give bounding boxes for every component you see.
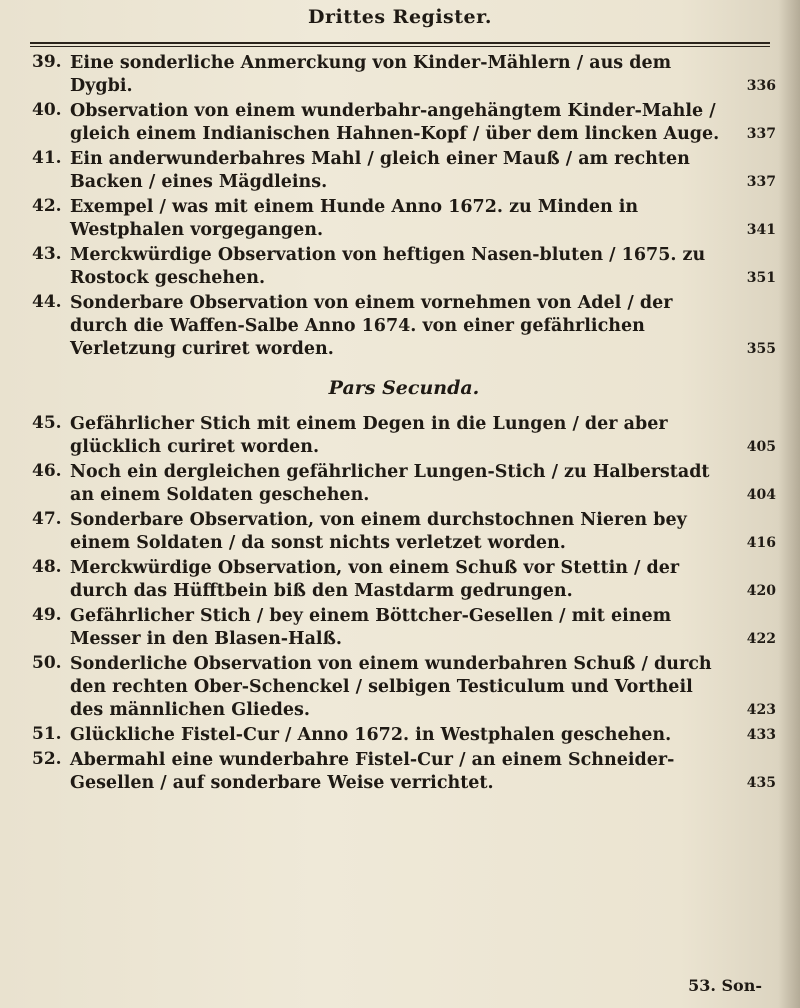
entry-page-number: 337: [746, 174, 776, 190]
register-entry-44: [32, 292, 776, 361]
entry-number: 40.: [32, 100, 62, 120]
register-entry-41: [32, 148, 776, 194]
entry-number: 50.: [32, 653, 62, 673]
page-edge-shadow: [778, 0, 800, 1008]
entry-text: Gefährlicher Stich mit einem Degen in die Lungen / der aber glücklich curiret worden.: [70, 414, 668, 457]
register-entry-42: [32, 196, 776, 242]
entry-number: 51.: [32, 724, 62, 744]
entry-text: Exempel / was mit einem Hunde Anno 1672. zu Minden in Westphalen vorgegangen.: [70, 197, 639, 240]
entry-number: 52.: [32, 749, 62, 769]
register-entry-39: [32, 52, 776, 98]
entry-text: Observation von einem wunderbahr-angehängtem Kinder-Mahle / gleich einem Indianischen Hahnen-Kopf / über dem lincken Auge.: [70, 101, 720, 144]
entry-page-number: 351: [746, 270, 776, 286]
entry-number: 44.: [32, 292, 62, 312]
section-title: Pars Secunda.: [328, 377, 480, 399]
catchword: 53. Son-: [688, 976, 762, 995]
entry-page-number: 420: [746, 583, 776, 599]
register-entry-43: [32, 244, 776, 290]
entry-page-number: 423: [746, 702, 776, 718]
entry-text: Abermahl eine wunderbahre Fistel-Cur / an einem Schneider-Gesellen / auf sonderbare Weise verrichtet.: [70, 750, 675, 793]
register-entry-45: [32, 413, 776, 459]
entry-text: Sonderliche Observation von einem wunderbahren Schuß / durch den rechten Ober-Schenckel / selbigen Testiculum und Vortheil des männlichen Gliedes.: [70, 654, 712, 720]
entry-number: 41.: [32, 148, 62, 168]
entry-page-number: 435: [746, 775, 776, 791]
entry-number: 39.: [32, 52, 62, 72]
entry-text: Glückliche Fistel-Cur / Anno 1672. in Westphalen geschehen.: [70, 725, 672, 745]
entry-page-number: 433: [746, 727, 776, 743]
entry-text: Ein anderwunderbahres Mahl / gleich einer Mauß / am rechten Backen / eines Mägdleins.: [70, 149, 690, 192]
entry-page-number: 416: [746, 535, 776, 551]
register-entry-51: [32, 724, 776, 747]
entry-page-number: 405: [746, 439, 776, 455]
entry-number: 43.: [32, 244, 62, 264]
register-entry-49: [32, 605, 776, 651]
entry-number: 49.: [32, 605, 62, 625]
register-entry-48: [32, 557, 776, 603]
entry-page-number: 336: [746, 78, 776, 94]
entry-text: Sonderbare Observation, von einem durchstochnen Nieren bey einem Soldaten / da sonst nichts verletzet worden.: [70, 510, 687, 553]
entry-text: Gefährlicher Stich / bey einem Böttcher-Gesellen / mit einem Messer in den Blasen-Halß.: [70, 606, 672, 649]
entry-number: 46.: [32, 461, 62, 481]
entry-number: 48.: [32, 557, 62, 577]
register-entry-50: [32, 653, 776, 722]
entry-page-number: 341: [746, 222, 776, 238]
entry-text: Eine sonderliche Anmerckung von Kinder-Mählern / aus dem Dygbi.: [70, 53, 672, 96]
entry-number: 47.: [32, 509, 62, 529]
entry-page-number: 337: [746, 126, 776, 142]
entry-page-number: 404: [746, 487, 776, 503]
entry-text: Merckwürdige Observation von heftigen Nasen-bluten / 1675. zu Rostock geschehen.: [70, 245, 706, 288]
register-entry-40: [32, 100, 776, 146]
header-rule-thin: [30, 46, 770, 47]
entry-text: Noch ein dergleichen gefährlicher Lungen-Stich / zu Halberstadt an einem Soldaten geschehen.: [70, 462, 710, 505]
entry-page-number: 422: [746, 631, 776, 647]
register-entry-47: [32, 509, 776, 555]
page-header: Drittes Register.: [308, 6, 492, 28]
register-entry-52: [32, 749, 776, 795]
entry-text: Merckwürdige Observation, von einem Schuß vor Stettin / der durch das Hüfftbein biß den Mastdarm gedrungen.: [70, 558, 680, 601]
register-entry-46: [32, 461, 776, 507]
entry-page-number: 355: [746, 341, 776, 357]
header-rule-thick: [30, 42, 770, 44]
entry-text: Sonderbare Observation von einem vornehmen von Adel / der durch die Waffen-Salbe Anno 1674. von einer gefährlichen Verletzung curiret worden.: [70, 293, 673, 359]
register-entries: [32, 52, 776, 797]
entry-number: 45.: [32, 413, 62, 433]
entry-number: 42.: [32, 196, 62, 216]
